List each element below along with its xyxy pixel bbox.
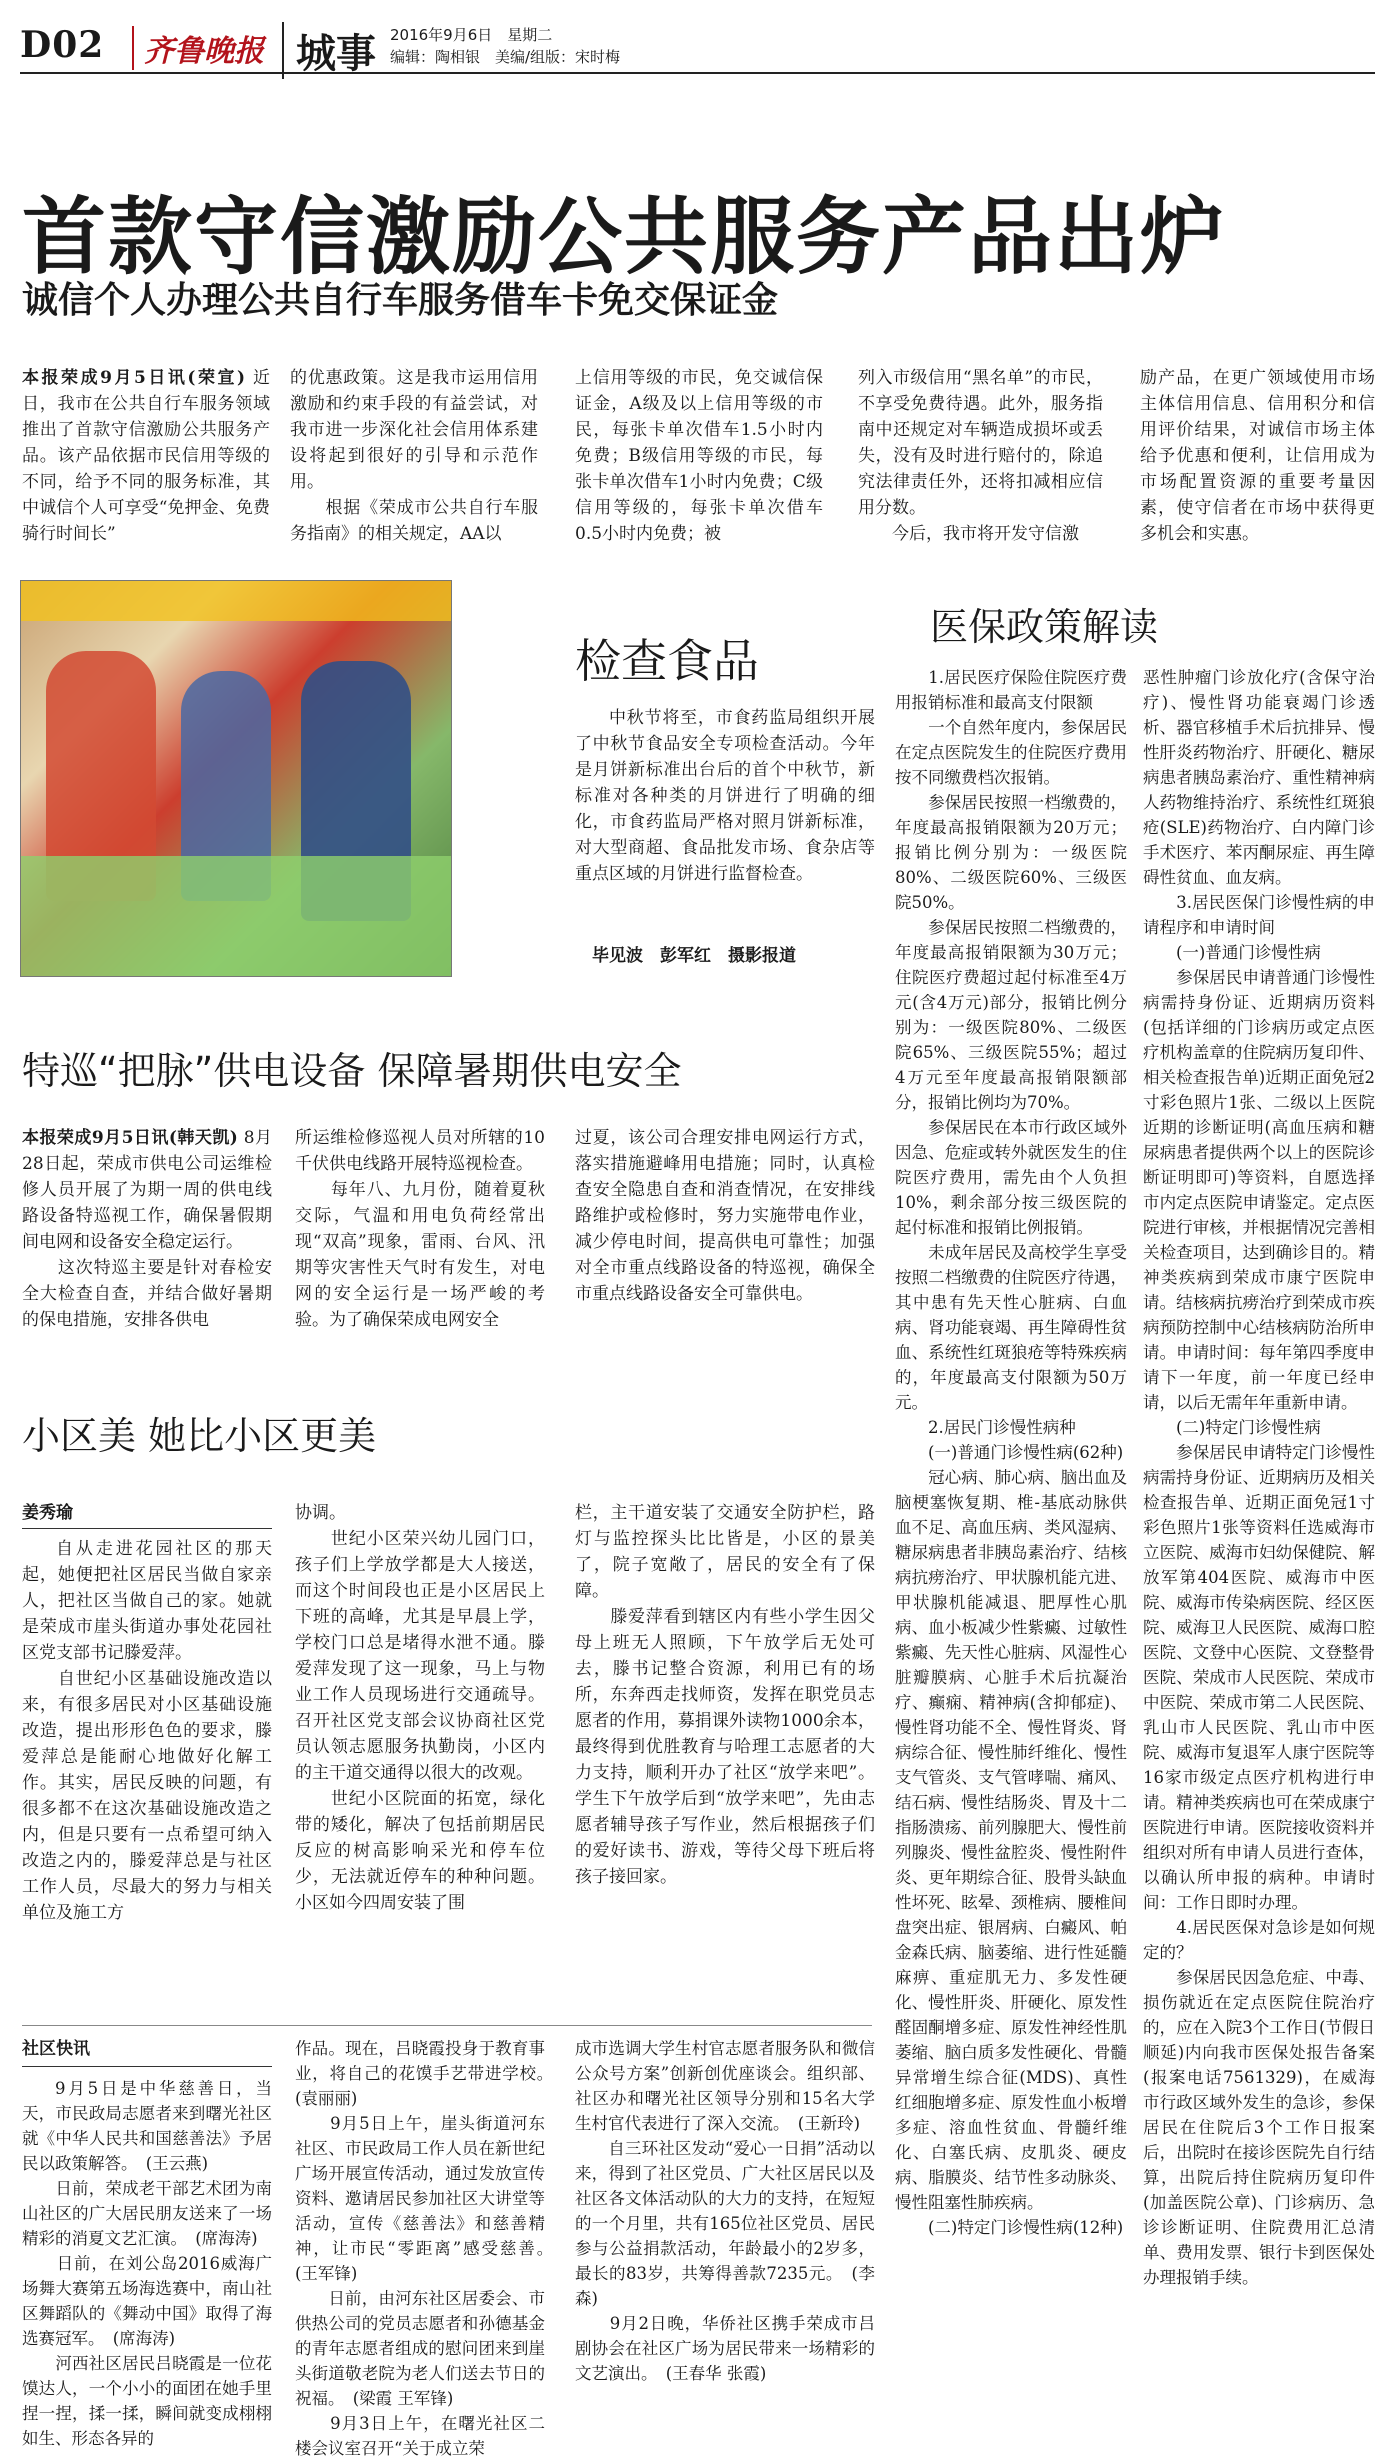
section-title: 城事 bbox=[282, 22, 376, 79]
issue-date: 2016年9月6日 星期二 bbox=[390, 26, 553, 44]
power-column-1 bbox=[22, 1125, 272, 1375]
page-header bbox=[20, 20, 1375, 77]
medical-column-1: 1.居民医疗保险住院医疗费用报销标准和最高支付限额 一个自然年度内，参保居民在定点医院发生的住院医疗费用按不同缴费档次报销。 参保居民按照一档缴费的，年度最高报销限额为20万元；报销比例分别为：一级医院80%、二级医院60%、三级医院50%。 参保居民按照二档缴费的，年度最高报销限额为30万元；住院医疗费超过起付标准至4万元(含4万元)部分，报销比例分别为：一级医院80%、二级医院65%、三级医院55%；超过4万元至年度最高报销限额部分，报销比例均为70%。 参保居民在本市行政区域外因急、危症或转外就医发生的住院医疗费用，需先由个人负担10%，剩余部分按三级医院的起付标准和报销比例报销。 未成年居民及高校学生享受按照二档缴费的住院医疗待遇，其中患有先天性心脏病、白血病、肾功能衰竭、再生障碍性贫血、系统性红斑狼疮等特殊疾病的，年度最高支付限额为50万元。 2.居民门诊慢性病种 (一)普通门诊慢性病(62种) 冠心病、肺心病、脑出血及脑梗塞恢复期、椎-基底动脉供血不足、高血压病、类风湿病、糖尿病患者非胰岛素治疗、结核病抗痨治疗、甲状腺机能亢进、甲状腺机能减退、肥厚性心肌病、血小板减少性紫癜、过敏性紫癜、先天性心脏病、风湿性心脏瓣膜病、心脏手术后抗凝治疗、癫痫、精神病(含抑郁症)、慢性肾功能不全、慢性肾炎、肾病综合征、慢性肺纤维化、慢性支气管炎、支气管哮喘、痛风、结石病、慢性结肠炎、胃及十二指肠溃疡、前列腺肥大、慢性前列腺炎、慢性盆腔炎、慢性附件炎、更年期综合征、股骨头缺血性坏死、眩晕、颈椎病、腰椎间盘突出症、银屑病、白癜风、帕金森氏病、脑萎缩、进行性延髓麻痹、重症肌无力、多发性硬化、慢性肝炎、肝硬化、原发性醛固酮增多症、原发性神经性肌萎缩、脑白质多发性硬化、骨髓异常增生综合征(MDS)、真性红细胞增多症、原发性血小板增多症、溶血性贫血、骨髓纤维化、白塞氏病、皮肌炎、硬皮病、脂膜炎、结节性多动脉炎、慢性阻塞性肺疾病。 (二)特定门诊慢性病(12种) bbox=[895, 668, 1127, 2237]
lead-subhead: 诚信个人办理公共自行车服务借车卡免交保证金 bbox=[22, 280, 779, 321]
power-column-2: 所运维检修巡视人员对所辖的10千伏供电线路开展特巡视检查。 每年八、九月份，随着夏秋交际，气温和用电负荷经常出现“双高”现象，雷雨、台风、汛期等灾害性天气时有发生，对电网的安全运行是一场严峻的考验。为了确保荣成电网安全 bbox=[295, 1128, 545, 1330]
briefs-column-2: 作品。现在，吕晓霞投身于教育事业，将自己的花馍手艺带进学校。 (袁丽丽) 9月5日上午，崖头街道河东社区、市民政局工作人员在新世纪广场开展宣传活动，通过发放宣传资料、邀请居民参加社区大讲堂等活动，宣传《慈善法》和慈善精神，让市民“零距离”感受慈善。 (王军锋) 日前，由河东社区居委会、市供热公司的党员志愿者和孙德基金的青年志愿者组成的慰问团来到崖头街道敬老院为老人们送去节日的祝福。 (梁霞 王军锋) 9月3日上午，在曙光社区二楼会议室召开“关于成立荣 bbox=[295, 2039, 545, 2458]
lead-column-4: 列入市级信用“黑名单”的市民，不享受免费待遇。此外，服务指南中还规定对车辆造成损坏或丢失，没有及时进行赔付的，除追究法律责任外，还将扣减相应信用分数。 今后，我市将开发守信激 bbox=[858, 368, 1103, 544]
medical-title: 医保政策解读 bbox=[930, 605, 1159, 649]
community-column-1: 自从走进花园社区的那天起，她便把社区居民当做自家亲人，把社区当做自己的家。她就是荣成市崖头街道办事处花园社区党支部书记滕爱萍。 自世纪小区基础设施改造以来，有很多居民对小区基础设施改造，提出形形色色的要求，滕爱萍总是能耐心地做好化解工作。其实，居民反映的问题，有很多都不在这次基础设施改造之内，但是只要有一点希望可纳入改造之内的，滕爱萍总是与社区工作人员，尽最大的努力与相关单位及施工方 bbox=[22, 1539, 272, 1923]
briefs-column-3: 成市选调大学生村官志愿者服务队和微信公众号方案”创新创优座谈会。组织部、社区办和曙光社区领导分别和15名大学生村官代表进行了深入交流。 (王新玲) 自三环社区发动“爱心一日捐”活动以来，得到了社区党员、广大社区居民以及社区各文体活动队的大力的支持，在短短的一个月里，共有165位社区党员、居民参与公益捐款活动，年龄最小的2岁多，最长的83岁，共筹得善款7235元。 (李森) 9月2日晚，华侨社区携手荣成市吕剧协会在社区广场为居民带来一场精彩的文艺演出。 (王春华 张霞) bbox=[575, 2039, 875, 2383]
lead-column-1 bbox=[22, 365, 270, 547]
briefs-column-1: 9月5日是中华慈善日，当天，市民政局志愿者来到曙光社区就《中华人民共和国慈善法》予居民以政策解答。 (王云燕) 日前，荣成老干部艺术团为南山社区的广大居民朋友送来了一场精彩的消夏文艺汇演。 (席海涛) 日前，在刘公岛2016威海广场舞大赛第五场海选赛中，南山社区舞蹈队的《舞动中国》取得了海选赛冠军。 (席海涛) 河西社区居民吕晓霞是一位花馍达人，一个小小的面团在她手里捏一捏，揉一揉，瞬间就变成栩栩如生、形态各异的 bbox=[22, 2079, 272, 2448]
lead-column-2: 的优惠政策。这是我市运用信用激励和约束手段的有益尝试，对我市进一步深化社会信用体系建设将起到很好的引导和示范作用。 根据《荣成市公共自行车服务指南》的相关规定，AA以 bbox=[290, 368, 538, 544]
power-byline: 本报荣成9月5日讯(韩天凯) bbox=[22, 1128, 238, 1148]
newspaper-logo: 齐鲁晚报 bbox=[132, 26, 264, 70]
power-title: 特巡“把脉”供电设备 保障暑期供电安全 bbox=[22, 1049, 682, 1093]
briefs-title: 社区快讯 bbox=[22, 2036, 272, 2067]
lead-byline: 本报荣成9月5日讯(荣宣) bbox=[22, 368, 246, 388]
community-title: 小区美 她比小区更美 bbox=[22, 1414, 377, 1458]
food-photo-credit: 毕见波 彭军红 摄影报道 bbox=[592, 946, 796, 966]
lead-headline: 首款守信激励公共服务产品出炉 bbox=[22, 188, 1227, 286]
lead-col1-text: 近日，我市在公共自行车服务领域推出了首款守信激励公共服务产品。该产品依据市民信用等级的不同，给予不同的服务标准，其中诚信个人可享受“免押金、免费骑行时间长” bbox=[22, 368, 270, 544]
community-byline: 姜秀瑜 bbox=[22, 1500, 272, 1529]
briefs-rule bbox=[22, 2025, 872, 2026]
editor-credit: 编辑：陶相银 美编/组版：宋时梅 bbox=[390, 48, 621, 66]
lead-column-5: 励产品，在更广领域使用市场主体信用信息、信用积分和信用评价结果，对诚信市场主体给予优惠和便利，让信用成为市场配置资源的重要考量因素，使守信者在市场中获得更多机会和实惠。 bbox=[1140, 368, 1375, 544]
power-col1-text: 8月28日起，荣成市供电公司运维检修人员开展了为期一周的供电线路设备特巡视工作，确保暑假期间电网和设备安全稳定运行。 这次特巡主要是针对春检安全大检查自查，并结合做好暑期的保电措施，安排各供电 bbox=[22, 1128, 272, 1330]
page-number: D02 bbox=[20, 24, 105, 66]
power-column-3: 过夏，该公司合理安排电网运行方式，落实措施避峰用电措施；同时，认真检查安全隐患自查和消查情况，在安排线路维护或检修时，努力实施带电作业，减少停电时间，提高供电可靠性；加强对全市重点线路设备的特巡视，确保全市重点线路设备安全可靠供电。 bbox=[575, 1128, 875, 1304]
food-inspection-photo bbox=[20, 580, 452, 977]
food-body: 中秋节将至，市食药监局组织开展了中秋节食品安全专项检查活动。今年是月饼新标准出台后的首个中秋节，新标准对各种类的月饼进行了明确的细化，市食药监局严格对照月饼新标准，对大型商超、食品批发市场、食杂店等重点区域的月饼进行监督检查。 bbox=[575, 708, 875, 884]
lead-column-3: 上信用等级的市民，免交诚信保证金，A级及以上信用等级的市民，每张卡单次借车1.5小时内免费；B级信用等级的市民，每张卡单次借车1小时内免费；C级信用等级的，每张卡单次借车0.5小时内免费；被 bbox=[575, 368, 823, 544]
food-title: 检查食品 bbox=[575, 634, 759, 688]
community-column-2: 协调。 世纪小区荣兴幼儿园门口，孩子们上学放学都是大人接送，而这个时间段也正是小区居民上下班的高峰，尤其是早晨上学，学校门口总是堵得水泄不通。滕爱萍发现了这一现象，马上与物业工作人员现场进行交通疏导。召开社区党支部会议协商社区党员认领志愿服务执勤岗，小区内的主干道交通得以很大的改观。 世纪小区院面的拓宽，绿化带的矮化，解决了包括前期居民反应的树高影响采光和停车位少，无法就近停车的种种问题。小区如今四周安装了围 bbox=[295, 1503, 545, 1913]
medical-column-2: 恶性肿瘤门诊放化疗(含保守治疗)、慢性肾功能衰竭门诊透析、器官移植手术后抗排异、慢性肝炎药物治疗、肝硬化、糖尿病患者胰岛素治疗、重性精神病人药物维持治疗、系统性红斑狼疮(SLE)药物治疗、白内障门诊手术医疗、苯丙酮尿症、再生障碍性贫血、血友病。 3.居民医保门诊慢性病的申请程序和申请时间 (一)普通门诊慢性病 参保居民申请普通门诊慢性病需持身份证、近期病历资料(包括详细的门诊病历或定点医疗机构盖章的住院病历复印件、相关检查报告单)近期正面免冠2寸彩色照片1张、二级以上医院近期的诊断证明(高血压病和糖尿病患者提供两个以上的医院诊断证明即可)等资料，自愿选择市内定点医院申请鉴定。定点医院进行审核，并根据情况完善相关检查项目，达到确诊目的。精神类疾病到荣成市康宁医院申请。结核病抗痨治疗到荣成市疾病预防控制中心结核病防治所申请。申请时间：每年第四季度申请下一年度，前一年度已经申请，以后无需年年重新申请。 (二)特定门诊慢性病 参保居民申请特定门诊慢性病需持身份证、近期病历及相关检查报告单、近期正面免冠1寸彩色照片1张等资料任选威海市立医院、威海市妇幼保健院、解放军第404医院、威海市中医院、威海市传染病医院、经区医院、威海卫人民医院、威海口腔医院、文登中心医院、文登整骨医院、荣成市人民医院、荣成市中医院、荣成市第二人民医院、乳山市人民医院、乳山市中医院、威海市复退军人康宁医院等16家市级定点医疗机构进行申请。精神类疾病也可在荣成康宁医院进行申请。医院接收资料并组织对所有申请人员进行查体，以确认所申报的病种。申请时间：工作日即时办理。 4.居民医保对急诊是如何规定的？ 参保居民因急危症、中毒、损伤就近在定点医院住院治疗的，应在入院3个工作日(节假日顺延)内向我市医保处报告备案(报案电话7561329)，在威海市行政区域外发生的急诊，参保居民在住院后3个工作日报案后，出院时在接诊医院先自行结算，出院后持住院病历复印件(加盖医院公章)、门诊病历、急诊诊断证明、住院费用汇总清单、费用发票、银行卡到医保处办理报销手续。 bbox=[1143, 668, 1375, 2287]
community-column-3: 栏，主干道安装了交通安全防护栏，路灯与监控探头比比皆是，小区的景美了，院子宽敞了，居民的安全有了保障。 滕爱萍看到辖区内有些小学生因父母上班无人照顾，下午放学后无处可去，滕书记整合资源，利用已有的场所，东奔西走找师资，发挥在职党员志愿者的作用，募捐课外读物1000余本，最终得到优胜教育与哈理工志愿者的大力支持，顺利开办了社区“放学来吧”。学生下午放学后到“放学来吧”，先由志愿者辅导孩子写作业，然后根据孩子们的爱好读书、游戏，等待父母下班后将孩子接回家。 bbox=[575, 1503, 875, 1887]
